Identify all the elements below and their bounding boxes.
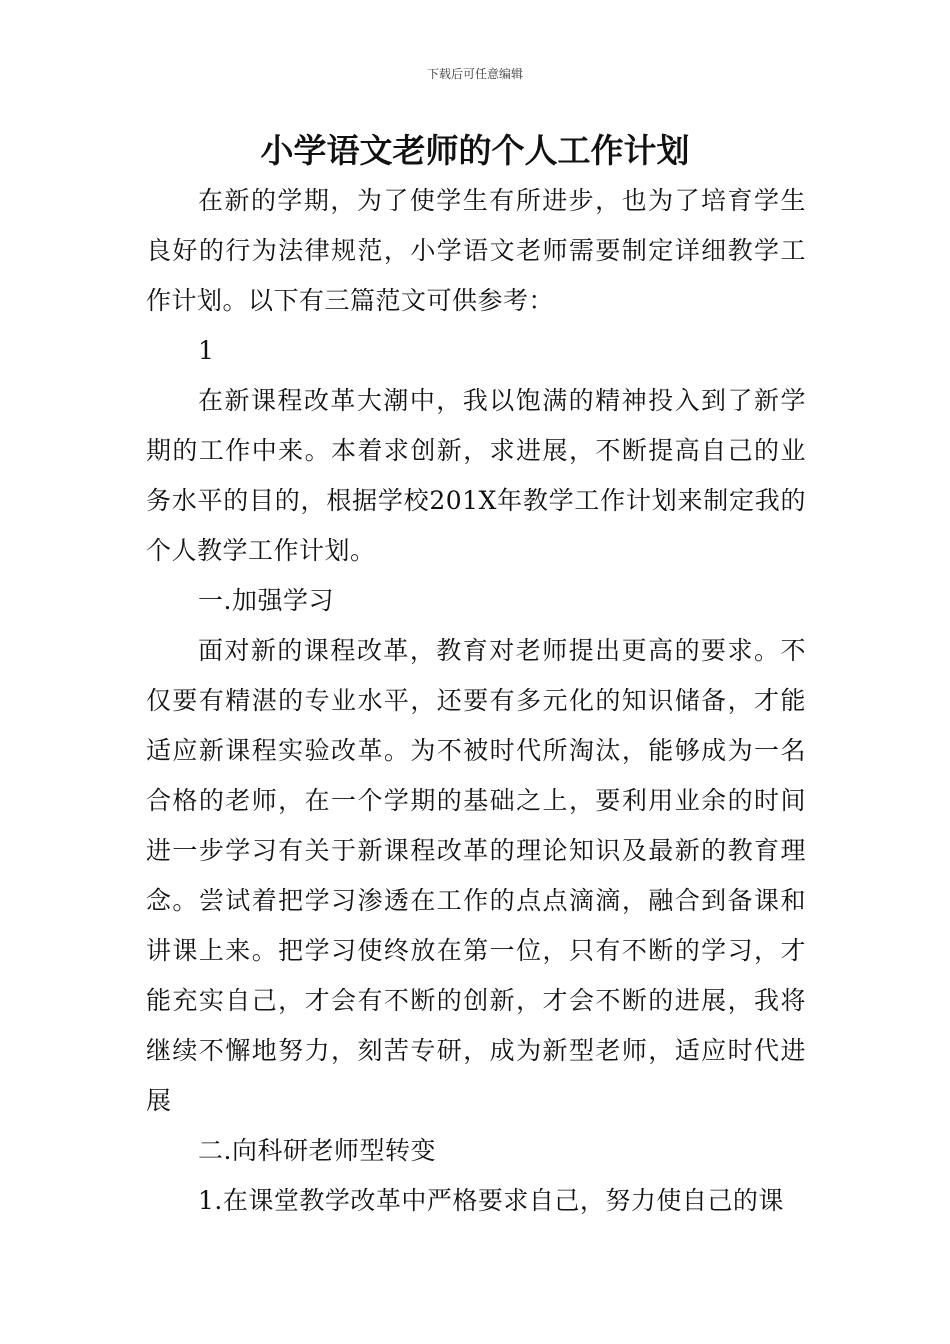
intro-paragraph: 在新的学期，为了使学生有所进步，也为了培育学生良好的行为法律规范，小学语文老师需要制定详细教学工作计划。以下有三篇范文可供参考： bbox=[146, 186, 806, 315]
document-body bbox=[146, 176, 806, 1226]
section-heading: 二.向科研老师型转变 bbox=[198, 1136, 436, 1165]
body-paragraph: 面对新的课程改革，教育对老师提出更高的要求。不仅要有精湛的专业水平，还要有多元化的知识储备，才能适应新课程实验改革。为不被时代所淘汰，能够成为一名合格的老师，在一个学期的基础之上，要利用业余的时间进一步学习有关于新课程改革的理论知识及最新的教育理念。尝试着把学习渗透在工作的点点滴滴，融合到备课和讲课上来。把学习使终放在第一位，只有不断的学习，才能充实自己，才会有不断的创新，才会不断的进展，我将继续不懈地努力，刻苦专研，成为新型老师，适应时代进展 bbox=[146, 636, 806, 1115]
header-note: 下载后可任意编辑 bbox=[426, 67, 523, 81]
document-title: 小学语文老师的个人工作计划 bbox=[260, 131, 690, 170]
section-heading: 一.加强学习 bbox=[198, 586, 334, 615]
body-paragraph: 在新课程改革大潮中，我以饱满的精神投入到了新学期的工作中来。本着求创新，求进展，不断提高自己的业务水平的目的，根据学校201X年教学工作计划来制定我的个人教学工作计划。 bbox=[146, 386, 806, 565]
section-number: 1 bbox=[198, 336, 215, 365]
body-paragraph: 1.在课堂教学改革中严格要求自己，努力使自己的课 bbox=[198, 1186, 784, 1215]
